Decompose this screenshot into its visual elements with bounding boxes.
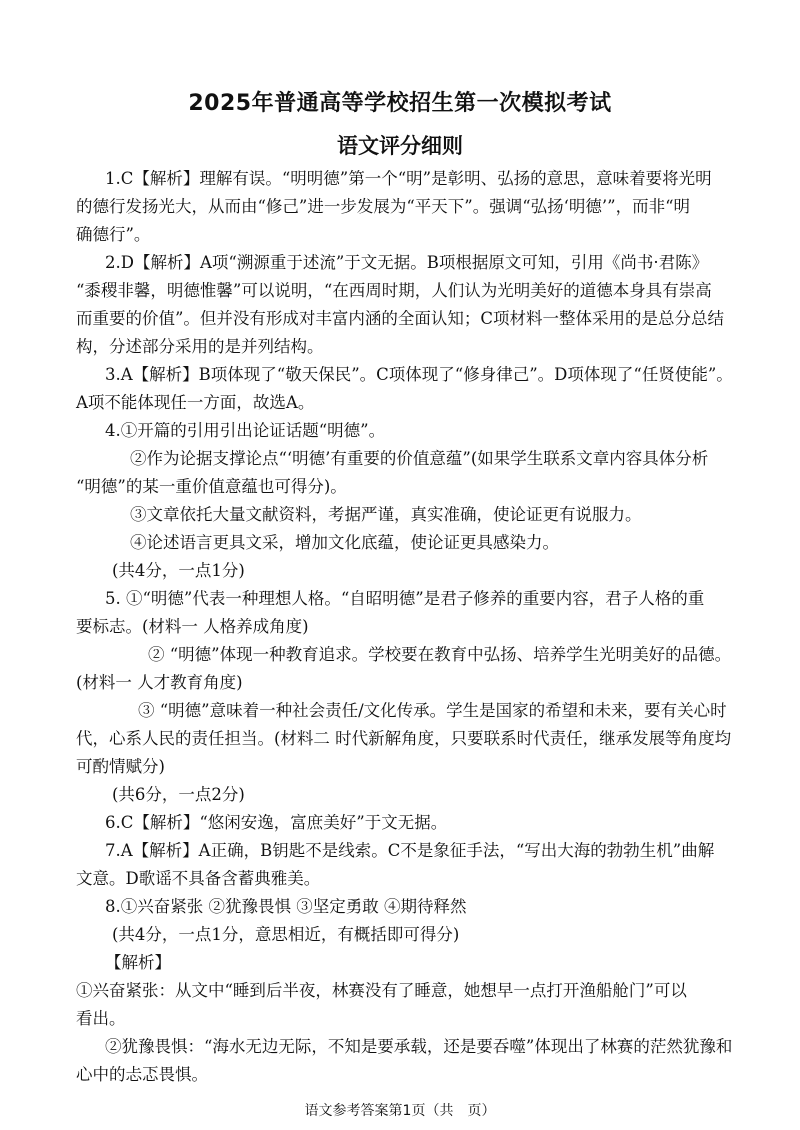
answer-line: “黍稷非馨，明德惟馨”可以说明，“在西周时期，人们认为光明美好的道德本身具有崇高 xyxy=(76,281,712,300)
answer-line: 而重要的价值”。但并没有形成对丰富内涵的全面认知；C项材料一整体采用的是总分总结 xyxy=(76,309,725,328)
score-note: (共4分，一点1分，意思相近，有概括即可得分) xyxy=(112,925,460,944)
answer-line: ②犹豫畏惧：“海水无边无际，不知是要承载，还是要吞噬”体现出了林赛的茫然犹豫和 xyxy=(105,1037,733,1056)
answer-line: 要标志。(材料一 人格养成角度) xyxy=(76,617,309,636)
score-note: (共6分，一点2分) xyxy=(112,785,245,804)
answer-line: 5. ①“明德”代表一种理想人格。“自昭明德”是君子修养的重要内容，君子人格的重 xyxy=(105,589,705,608)
answer-line: 构，分述部分采用的是并列结构。 xyxy=(76,337,324,356)
answer-line: 看出。 xyxy=(76,1009,126,1028)
answer-line: (材料一 人才教育角度) xyxy=(76,673,243,692)
exam-subtitle: 语文评分细则 xyxy=(337,134,463,158)
answer-line: A项不能体现任一方面，故选A。 xyxy=(76,393,315,412)
answer-line: 6.C【解析】“悠闲安逸，富庶美好”于文无据。 xyxy=(105,813,448,832)
answer-line: 代，心系人民的责任担当。(材料二 时代新解角度，只要联系时代责任，继承发展等角度均 xyxy=(76,729,732,748)
answer-line: 2.D【解析】A项“溯源重于述流”于文无据。B项根据原文可知，引用《尚书·君陈》 xyxy=(105,253,709,272)
answer-line: 文意。D歌谣不具备含蓄典雅美。 xyxy=(76,869,321,888)
answer-line: 1.C【解析】理解有误。“明明德”第一个“明”是彰明、弘扬的意思，意味着要将光明 xyxy=(105,169,712,188)
answer-line: “明德”的某一重价值意蕴也可得分)。 xyxy=(76,477,347,496)
answer-line: ③ “明德”意味着一种社会责任/文化传承。学生是国家的希望和未来，要有关心时 xyxy=(138,701,727,720)
exam-title: 2025年普通高等学校招生第一次模拟考试 xyxy=(188,91,612,116)
answer-line: ② “明德”体现一种教育追求。学校要在教育中弘扬、培养学生光明美好的品德。 xyxy=(148,645,732,664)
score-note: (共4分，一点1分) xyxy=(112,561,245,580)
answer-line: 4.①开篇的引用引出论证话题“明德”。 xyxy=(105,421,386,440)
answer-line: 可酌情赋分) xyxy=(76,757,165,776)
analysis-heading: 【解析】 xyxy=(105,953,171,972)
answer-line: 7.A【解析】A正确，B钥匙不是线索。C不是象征手法，“写出大海的勃勃生机”曲解 xyxy=(105,841,715,860)
answer-line: 确德行”。 xyxy=(76,225,151,244)
answer-line: 8.①兴奋紧张 ②犹豫畏惧 ③坚定勇敢 ④期待释然 xyxy=(105,897,467,916)
answer-line: ②作为论据支撑论点“‘明德’有重要的价值意蕴”(如果学生联系文章内容具体分析 xyxy=(130,449,709,468)
answer-line: 的德行发扬光大，从而由“修己”进一步发展为“平天下”。强调“弘扬‘明德’”，而非“明 xyxy=(76,197,691,216)
answer-line: ④论述语言更具文采，增加文化底蕴，使论证更具感染力。 xyxy=(130,533,559,552)
answer-line: 心中的忐忑畏惧。 xyxy=(76,1065,208,1084)
answer-line: 3.A【解析】B项体现了“敬天保民”。C项体现了“修身律己”。D项体现了“任贤使能”。 xyxy=(105,365,733,384)
answer-line: ①兴奋紧张：从文中“睡到后半夜，林赛没有了睡意，她想早一点打开渔船舱门”可以 xyxy=(76,981,687,1000)
answer-line: ③文章依托大量文献资料，考据严谨，真实准确，使论证更有说服力。 xyxy=(130,505,642,524)
page-footer: 语文参考答案第1页（共 页） xyxy=(304,1103,496,1119)
